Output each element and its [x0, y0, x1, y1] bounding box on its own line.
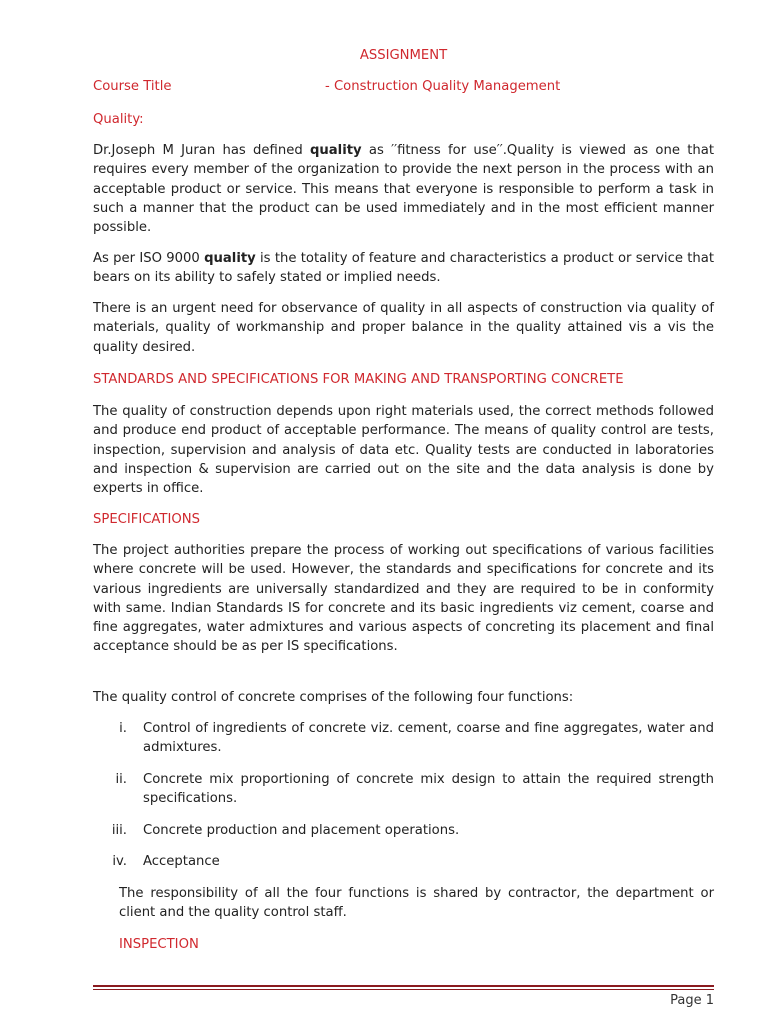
- paragraph-four-functions-intro: The quality control of concrete comprises of the following four functions:: [93, 690, 574, 705]
- footer-rule-thin: [93, 989, 714, 990]
- paragraph-quality-construction: The quality of construction depends upon right materials used, the correct methods followed and produce end product of acceptable performance. The means of quality control are tests, inspection, supervision and analysis of data etc. Quality tests are conducted in laboratories and inspection & supervision are carried out on the site and the data analysis is done by experts in office.: [93, 404, 714, 497]
- document-page: ASSIGNMENT Course Title - Construction Quality Management Quality: Dr.Joseph M Juran has defined quality as ′′fitness for use′′.Quality is viewed as one that requires every member of the organization to provide the next person in the process with an acceptable product or service. This means that everyone is responsible to perform a task in such a manner that the product can be used immediately and in the most efficient manner possible. As per ISO 9000 quality is the totality of feature and characteristics a product or service that bears on its ability to safely stated or implied needs. There is an urgent need for observance of quality in all aspects of construction via quality of materials, quality of workmanship and proper balance in the quality attained vis a vis the quality desired. STANDARDS AND SPECIFICATIONS FOR MAKING AND TRANSPORTING CONCRETE The quality of construction depends upon right materials used, the correct methods followed and produce end product of acceptable performance. The means of quality control are tests, inspection, supervision and analysis of data etc. Quality tests are conducted in laboratories and inspection & supervision are carried out on the site and the data analysis is done by experts in office. SPECIFICATIONS The project authorities prepare the process of working out specifications of various facilities where concrete will be used. However, the standards and specifications for concrete and its various ingredients are universally standardized and they are required to be in conformity with same. Indian Standards IS for concrete and its basic ingredients viz cement, coarse and fine aggregates, water admixtures and various aspects of concreting its placement and final acceptance should be as per IS specifications. The quality control of concrete comprises of the following four functions: i. Control of ingredients of concrete viz. cement, coarse and fine aggregates, water and admixtures. ii. Concrete mix proportioning of concrete mix design to attain the required strength specifications. iii. Concrete production and placement operations. iv. Acceptance The responsibility of all the four functions is shared by contractor, the department or client and the quality control staff. INSPECTION: [93, 48, 715, 952]
- standards-heading: STANDARDS AND SPECIFICATIONS FOR MAKING AND TRANSPORTING CONCRETE: [93, 372, 624, 387]
- course-title-label: Course Title: [93, 79, 172, 94]
- inspection-heading: INSPECTION: [119, 937, 199, 952]
- paragraph-juran-definition: Dr.Joseph M Juran has defined quality as ′′fitness for use′′.Quality is viewed as one that requires every member of the organization to provide the next person in the process with an acceptable product or service. This means that everyone is responsible to perform a task in such a manner that the product can be used immediately and in the most efficient manner possible.: [93, 143, 715, 236]
- assignment-title: ASSIGNMENT: [359, 48, 448, 63]
- paragraph-iso-definition: As per ISO 9000 quality is the totality of feature and characteristics a product or service that bears on its ability to safely stated or implied needs.: [93, 251, 714, 286]
- paragraph-project-authorities: The project authorities prepare the process of working out specifications of various facilities where concrete will be used. However, the standards and specifications for concrete and its various ingredients are universally standardized and they are required to be in conformity with same. Indian Standards IS for concrete and its basic ingredients viz cement, coarse and fine aggregates, water admixtures and various aspects of concreting its placement and final acceptance should be as per IS specifications.: [93, 543, 714, 655]
- paragraph-urgent-need: There is an urgent need for observance of quality in all aspects of construction via quality of materials, quality of workmanship and proper balance in the quality attained vis a vis the quality desired.: [93, 301, 714, 355]
- quality-heading: Quality:: [93, 112, 144, 127]
- paragraph-responsibility: The responsibility of all the four functions is shared by contractor, the department or client and the quality control staff.: [119, 886, 714, 921]
- course-title-value: - Construction Quality Management: [325, 79, 561, 94]
- quality-bold: quality: [204, 251, 256, 266]
- specifications-heading: SPECIFICATIONS: [93, 512, 200, 527]
- footer-rule: [93, 985, 714, 987]
- quality-bold: quality: [309, 143, 362, 158]
- page-number: Page 1: [670, 993, 714, 1008]
